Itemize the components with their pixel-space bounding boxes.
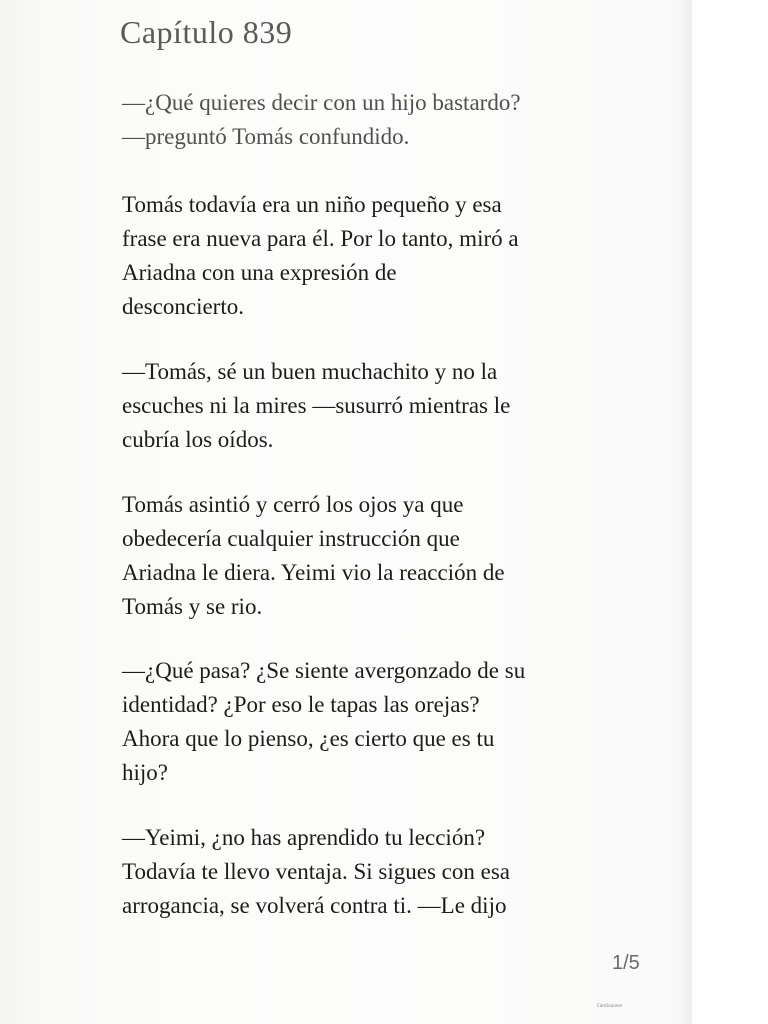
paragraph-line: cubría los oídos. bbox=[122, 427, 274, 452]
paragraph-line: Ariadna le diera. Yeimi vio la reacción de bbox=[122, 560, 505, 585]
page-fold-shadow bbox=[678, 0, 692, 1024]
paragraph-line: Ahora que lo pienso, ¿es cierto que es tu bbox=[122, 726, 495, 751]
paragraph-line: —preguntó Tomás confundido. bbox=[122, 124, 410, 149]
paragraph-1 bbox=[122, 86, 662, 154]
page-number: 1/5 bbox=[612, 952, 640, 974]
paragraph-6 bbox=[122, 821, 662, 923]
paragraph-line: Tomás asintió y cerró los ojos ya que bbox=[122, 492, 464, 517]
paragraph-line: Tomás y se rio. bbox=[122, 594, 263, 619]
paragraph-line: desconcierto. bbox=[122, 294, 244, 319]
paragraph-line: frase era nueva para él. Por lo tanto, miró a bbox=[122, 226, 519, 251]
paragraph-3 bbox=[122, 355, 662, 457]
paragraph-line: arrogancia, se volverá contra ti. —Le dijo bbox=[122, 893, 507, 918]
paragraph-line: escuches ni la mires —susurró mientras le bbox=[122, 393, 511, 418]
paragraph-5 bbox=[122, 654, 662, 790]
paragraph-line: obedecería cualquier instrucción que bbox=[122, 526, 460, 551]
paragraph-line: identidad? ¿Por eso le tapas las orejas? bbox=[122, 692, 480, 717]
paragraph-line: —¿Qué quieres decir con un hijo bastardo? bbox=[122, 90, 521, 115]
paragraph-line: hijo? bbox=[122, 760, 168, 785]
paragraph-line: Todavía te llevo ventaja. Si sigues con esa bbox=[122, 859, 511, 884]
paragraph-line: Tomás todavía era un niño pequeño y esa bbox=[122, 192, 502, 217]
page-right-margin bbox=[692, 0, 768, 1024]
paragraph-line: Ariadna con una expresión de bbox=[122, 260, 397, 285]
paragraph-line: —Yeimi, ¿no has aprendido tu lección? bbox=[122, 825, 486, 850]
scanner-watermark: CamScanner bbox=[597, 1003, 623, 1008]
paragraph-2 bbox=[122, 188, 662, 324]
paragraph-4 bbox=[122, 488, 662, 624]
paragraph-line: —Tomás, sé un buen muchachito y no la bbox=[122, 359, 498, 384]
chapter-title: Capítulo 839 bbox=[120, 14, 293, 50]
paragraph-line: —¿Qué pasa? ¿Se siente avergonzado de su bbox=[122, 658, 526, 683]
